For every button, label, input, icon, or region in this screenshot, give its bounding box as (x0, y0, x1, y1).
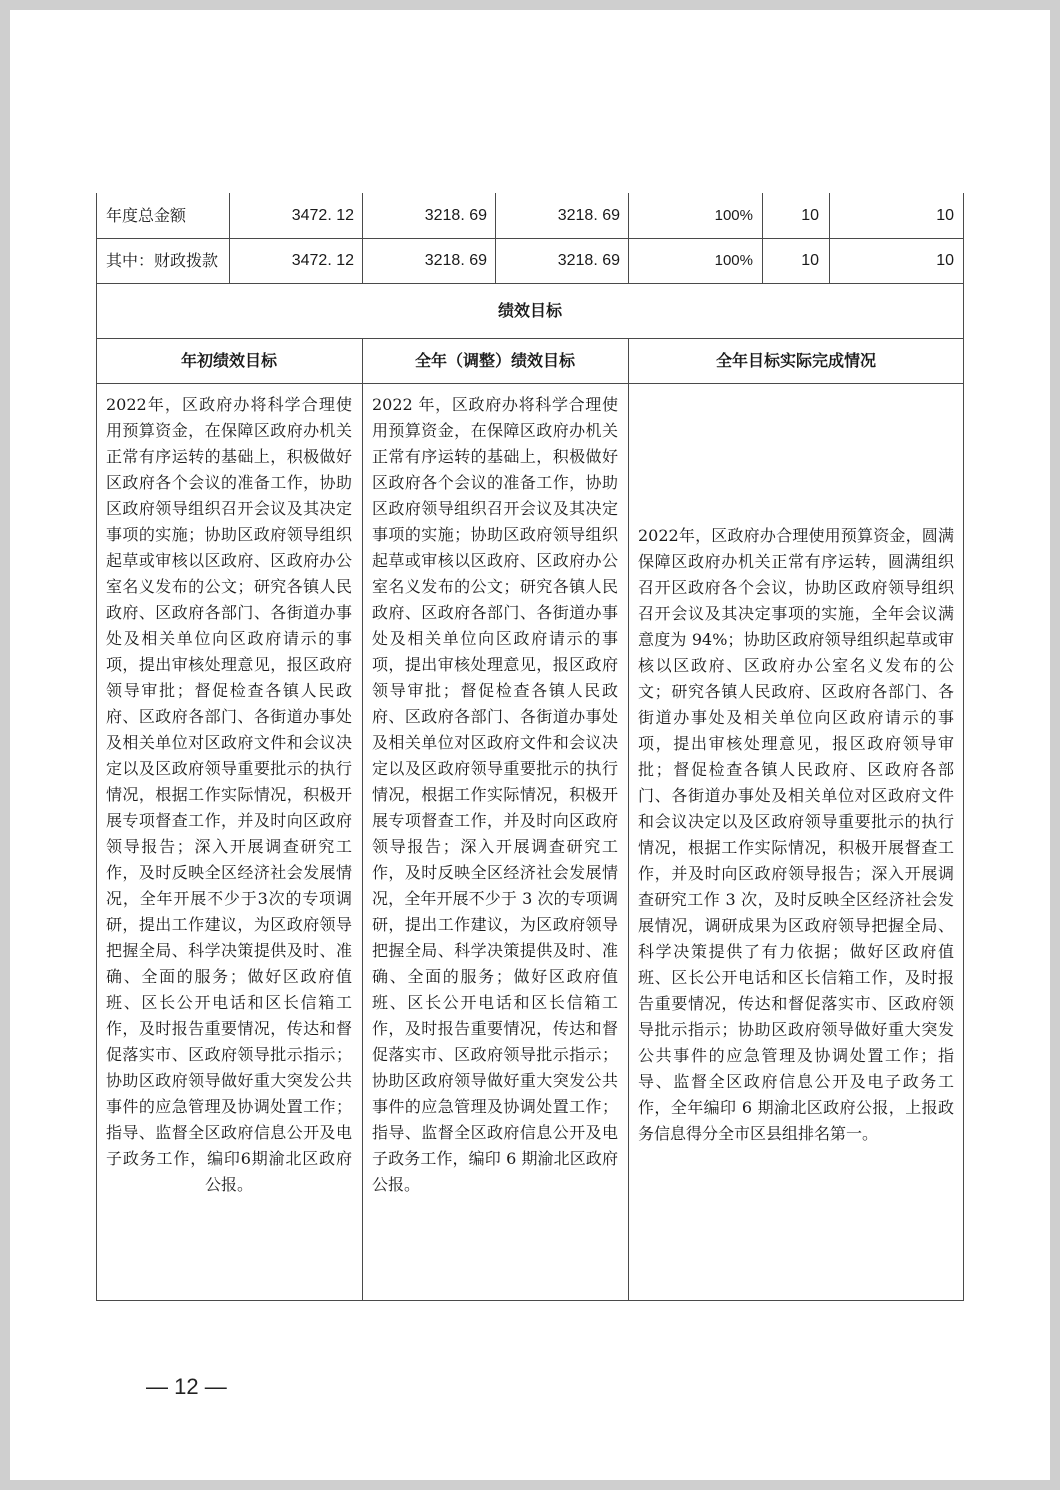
execution-rate: 100% (714, 252, 753, 269)
column-header-adjusted: 全年（调整）绩效目标 (414, 351, 575, 370)
execution-rate: 100% (714, 207, 753, 224)
budget-value: 3472. 12 (291, 207, 354, 224)
row-label: 其中：财政拨款 (106, 251, 219, 270)
row-label: 年度总金额 (106, 206, 187, 225)
col-divider (628, 338, 629, 1301)
col-divider (362, 338, 363, 1301)
page-number: — 12 — (146, 1374, 227, 1399)
row-divider (96, 383, 964, 384)
document-page (10, 10, 1050, 1480)
budget-value: 3218. 69 (557, 252, 620, 269)
score-value: 10 (936, 207, 954, 224)
table-border-bottom (96, 1300, 964, 1301)
budget-value: 3218. 69 (424, 207, 487, 224)
column-header-initial: 年初绩效目标 (180, 351, 277, 370)
column-header-actual: 全年目标实际完成情况 (715, 351, 876, 370)
budget-value: 3218. 69 (424, 252, 487, 269)
score-value: 10 (801, 207, 819, 224)
score-value: 10 (801, 252, 819, 269)
initial-target-text: 2022年，区政府办将科学合理使用预算资金，在保障区政府办机关正常有序运转的基础上，积极做好区政府各个会议的准备工作，协助区政府领导组织召开会议及其决定事项的实施；协助区政府领导组织起草或审核以区政府、区政府办公室名义发布的公文；研究各镇人民政府、区政府各部门、各街道办事处及相关单位向区政府请示的事项，提出审核处理意见，报区政府领导审批；督促检查各镇人民政府、区政府各部门、各街道办事处及相关单位对区政府文件和会议决定以及区政府领导重要批示的执行情况，根据工作实际情况，积极开展专项督查工作，并及时向区政府领导报告；深入开展调查研究工作，及时反映全区经济社会发展情况，全年开展不少于3次的专项调研，提出工作建议，为区政府领导把握全局、科学决策提供及时、准确、全面的服务；做好区政府值班、区长公开电话和区长信箱工作，及时报告重要情况，传达和督促落实市、区政府领导批示指示；协助区政府领导做好重大突发公共事件的应急管理及协调处置工作；指导、监督全区政府信息公开及电子政务工作，编印6期渝北区政府公报。 (106, 395, 352, 1194)
budget-value: 3218. 69 (557, 207, 620, 224)
performance-table (96, 193, 964, 1301)
section-title: 绩效目标 (497, 301, 562, 320)
budget-value: 3472. 12 (291, 252, 354, 269)
actual-result-text: 2022年，区政府办合理使用预算资金，圆满保障区政府办机关正常有序运转，圆满组织召开区政府各个会议，协助区政府领导组织召开会议及其决定事项的实施，全年会议满意度为 94%；协助区政府领导组织起草或审核以区政府、区政府办公室名义发布的公文；研究各镇人民政府、区政府各部门、各街道办事处及相关单位向区政府请示的事项，提出审核处理意见，报区政府领导审批；督促检查各镇人民政府、区政府各部门、各街道办事处及相关单位对区政府文件和会议决定以及区政府领导重要批示的执行情况，根据工作实际情况，积极开展督查工作，并及时向区政府领导报告；深入开展调查研究工作 3 次，及时反映全区经济社会发展情况，调研成果为区政府领导把握全局、科学决策提供了有力依据；做好区政府值班、区长公开电话和区长信箱工作，及时报告重要情况，传达和督促落实市、区政府领导批示指示；协助区政府领导做好重大突发公共事件的应急管理及协调处置工作；指导、监督全区政府信息公开及电子政务工作，全年编印 6 期渝北区政府公报，上报政务信息得分全市区县组排名第一。 (638, 526, 954, 1143)
score-value: 10 (936, 252, 954, 269)
adjusted-target-text: 2022 年，区政府办将科学合理使用预算资金，在保障区政府办机关正常有序运转的基础上，积极做好区政府各个会议的准备工作，协助区政府领导组织召开会议及其决定事项的实施；协助区政府领导组织起草或审核以区政府、区政府办公室名义发布的公文；研究各镇人民政府、区政府各部门、各街道办事处及相关单位向区政府请示的事项，提出审核处理意见，报区政府领导审批；督促检查各镇人民政府、区政府各部门、各街道办事处及相关单位对区政府文件和会议决定以及区政府领导重要批示的执行情况，根据工作实际情况，积极开展专项督查工作，并及时向区政府领导报告；深入开展调查研究工作，及时反映全区经济社会发展情况，全年开展不少于 3 次的专项调研，提出工作建议，为区政府领导把握全局、科学决策提供及时、准确、全面的服务；做好区政府值班、区长公开电话和区长信箱工作，及时报告重要情况，传达和督促落实市、区政府领导批示指示；协助区政府领导做好重大突发公共事件的应急管理及协调处置工作；指导、监督全区政府信息公开及电子政务工作，编印 6 期渝北区政府公报。 (372, 395, 618, 1194)
